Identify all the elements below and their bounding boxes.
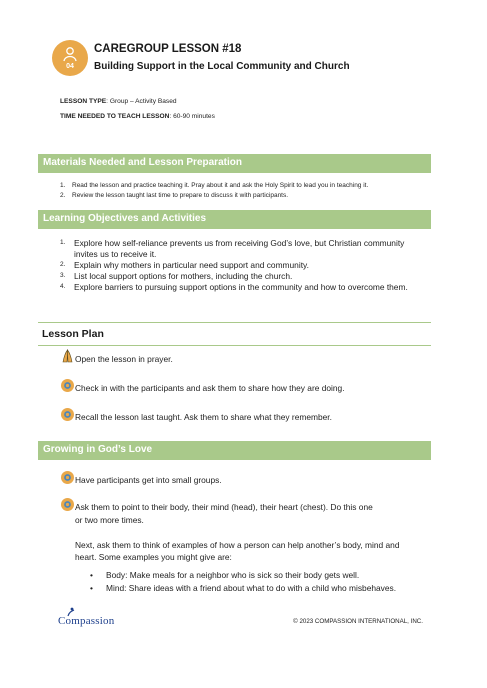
list-item: 3. List local support options for mothers, including the church. bbox=[60, 270, 293, 281]
list-item: 4. Explore barriers to pursuing support options in the community and how to overcome them. bbox=[60, 281, 408, 292]
list-item: • Body: Make meals for a neighbor who is sick so their body gets well. bbox=[90, 569, 430, 582]
materials-heading: Materials Needed and Lesson Preparation bbox=[38, 154, 431, 173]
lesson-plan-heading: Lesson Plan bbox=[38, 322, 431, 346]
lesson-type-value: : Group – Activity Based bbox=[106, 98, 177, 105]
lesson-type-line bbox=[60, 98, 177, 105]
plan-step-text: Open the lesson in prayer. bbox=[75, 354, 173, 364]
list-item: 1. Explore how self-reliance prevents us from receiving God’s love, but Christian community invites us to receive it. bbox=[60, 238, 405, 259]
time-needed-label: TIME NEEDED TO TEACH LESSON bbox=[60, 113, 170, 120]
plan-step-text: Check in with the participants and ask them to share how they are doing. bbox=[75, 383, 345, 393]
growing-heading: Growing in God’s Love bbox=[38, 441, 431, 460]
examples-list bbox=[90, 569, 430, 595]
lesson-logo-number: 04 bbox=[66, 63, 74, 70]
growing-step-text: Ask them to point to their body, their mind (head), their heart (chest). Do this one bbox=[75, 502, 373, 512]
objectives-heading: Learning Objectives and Activities bbox=[38, 210, 431, 229]
lesson-logo-badge bbox=[52, 40, 88, 76]
plan-step-text: Recall the lesson last taught. Ask them to share what they remember. bbox=[75, 412, 332, 422]
lesson-type-label: LESSON TYPE bbox=[60, 98, 107, 105]
growing-step-continuation: or two more times. bbox=[75, 515, 144, 525]
group-circle-icon bbox=[60, 470, 75, 485]
growing-paragraph-line: Next, ask them to think of examples of how a person can help another’s body, mind and bbox=[75, 540, 400, 550]
materials-list bbox=[60, 181, 430, 200]
group-circle-icon bbox=[60, 497, 75, 512]
group-circle-icon bbox=[60, 407, 75, 422]
compassion-brand-text: Compassion bbox=[58, 615, 115, 627]
compassion-logo bbox=[58, 607, 128, 631]
time-needed-line bbox=[60, 113, 215, 120]
lesson-title: CAREGROUP LESSON #18 bbox=[94, 43, 242, 55]
lesson-subtitle: Building Support in the Local Community and Church bbox=[94, 61, 350, 72]
copyright-text: © 2023 COMPASSION INTERNATIONAL, INC. bbox=[293, 618, 423, 625]
list-item: 1. Read the lesson and practice teaching it. Pray about it and ask the Holy Spirit to lead you in teaching it. bbox=[60, 182, 369, 189]
list-item: 2. Explain why mothers in particular need support and community. bbox=[60, 259, 309, 270]
objectives-list bbox=[60, 238, 430, 293]
growing-paragraph-line: heart. Some examples you might give are: bbox=[75, 552, 232, 562]
praying-hands-icon bbox=[60, 349, 75, 364]
group-circle-icon bbox=[60, 378, 75, 393]
mother-child-icon bbox=[61, 46, 79, 62]
list-item: 2. Review the lesson taught last time to prepare to discuss it with participants. bbox=[60, 191, 289, 199]
growing-step-text: Have participants get into small groups. bbox=[75, 475, 222, 485]
list-item: • Mind: Share ideas with a friend about what to do with a child who misbehaves. bbox=[90, 582, 430, 595]
time-needed-value: : 60-90 minutes bbox=[169, 113, 215, 120]
